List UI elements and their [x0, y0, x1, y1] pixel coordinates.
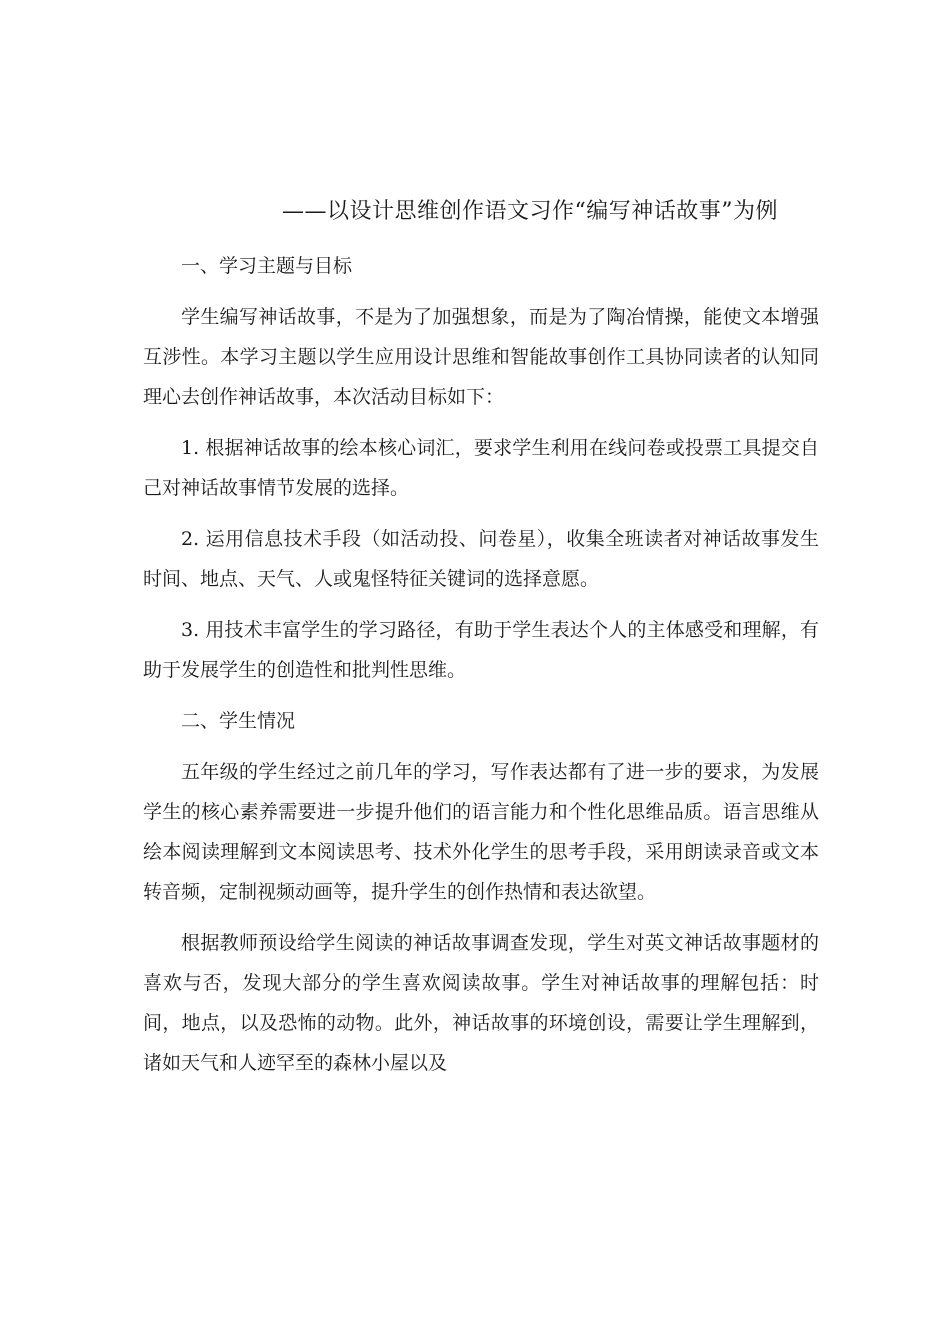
section2-paragraph-2: 根据教师预设给学生阅读的神话故事调查发现，学生对英文神话故事题材的喜欢与否，发现大部分的学生喜欢阅读故事。学生对神话故事的理解包括：时间，地点，以及恐怖的动物。此外，神话故事的环境创设，需要让学生理解到，诸如天气和人迹罕至的森林小屋以及: [143, 932, 819, 1074]
section2-heading: 二、学生情况: [181, 710, 296, 732]
section1-intro-paragraph: 学生编写神话故事，不是为了加强想象，而是为了陶冶情操，能使文本增强互涉性。本学习主题以学生应用设计思维和智能故事创作工具协同读者的认知同理心去创作神话故事，本次活动目标如下：: [143, 306, 819, 408]
document-body: [143, 246, 819, 1094]
section2-paragraph-1: 五年级的学生经过之前几年的学习，写作表达都有了进一步的要求，为发展学生的核心素养需要进一步提升他们的语言能力和个性化思维品质。语言思维从绘本阅读理解到文本阅读思考、技术外化学生的思考手段，采用朗读录音或文本转音频，定制视频动画等，提升学生的创作热情和表达欲望。: [143, 761, 819, 903]
section1-heading: 一、学习主题与目标: [181, 255, 353, 277]
goal-item-3: 3. 用技术丰富学生的学习路径，有助于学生表达个人的主体感受和理解，有助于发展学生的创造性和批判性思维。: [143, 619, 819, 681]
document-subtitle: ——以设计思维创作语文习作“编写神话故事”为例: [282, 199, 778, 224]
goal-item-1: 1. 根据神话故事的绘本核心词汇，要求学生利用在线问卷或投票工具提交自己对神话故事情节发展的选择。: [143, 437, 819, 499]
goal-item-2: 2. 运用信息技术手段（如活动投、问卷星），收集全班读者对神话故事发生时间、地点、天气、人或鬼怪特征关键词的选择意愿。: [143, 528, 819, 590]
